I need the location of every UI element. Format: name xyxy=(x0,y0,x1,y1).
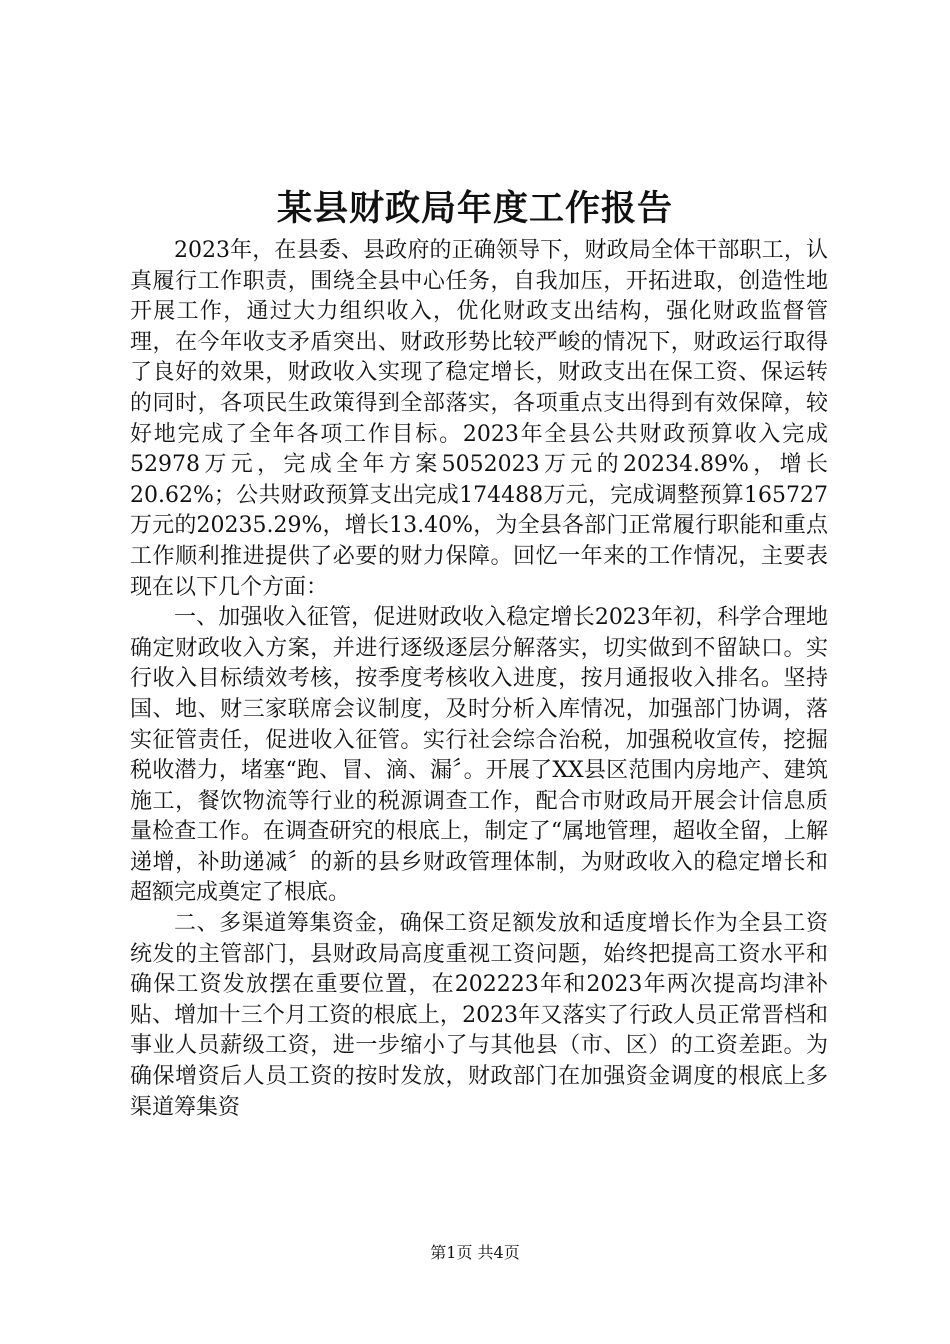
paragraph-section-2: 二、多渠道筹集资金，确保工资足额发放和适度增长作为全县工资统发的主管部门，县财政局高度重视工资问题，始终把提高工资水平和确保工资发放摆在重要位置，在202223年和2023年两次提高均津补贴、增加十三个月工资的根底上，2023年又落实了行政人员正常晋档和事业人员薪级工资，进一步缩小了与其他县（市、区）的工资差距。为确保增资后人员工资的按时发放，财政部门在加强资金调度的根底上多渠道筹集资 xyxy=(130,911,828,1120)
document-title: 某县财政局年度工作报告 xyxy=(276,188,673,229)
paragraph-intro: 2023年，在县委、县政府的正确领导下，财政局全体干部职工，认真履行工作职责，围绕全县中心任务，自我加压，开拓进取，创造性地开展工作，通过大力组织收入，优化财政支出结构，强化财政监督管理，在今年收支矛盾突出、财政形势比较严峻的情况下，财政运行取得了良好的效果，财政收入实现了稳定增长，财政支出在保工资、保运转的同时，各项民生政策得到全部落实，各项重点支出得到有效保障，较好地完成了全年各项工作目标。2023年全县公共财政预算收入完成52978万元，完成全年方案5052023万元的20234.89%，增长20.62%；公共财政预算支出完成174488万元，完成调整预算165727万元的20235.29%，增长13.40%，为全县各部门正常履行职能和重点工作顺利推进提供了必要的财力保障。回忆一年来的工作情况，主要表现在以下几个方面： xyxy=(130,238,828,600)
page-footer: 第1页 共4页 xyxy=(430,1243,520,1262)
document-body xyxy=(130,236,828,1123)
paragraph-section-1: 一、加强收入征管，促进财政收入稳定增长2023年初，科学合理地确定财政收入方案，并进行逐级逐层分解落实，切实做到不留缺口。实行收入目标绩效考核，按季度考核收入进度，按月通报收入排名。坚持国、地、财三家联席会议制度，及时分析入库情况，加强部门协调，落实征管责任，促进收入征管。实行社会综合治税，加强税收宣传，挖掘税收潜力，堵塞“跑、冒、滴、漏〞。开展了XX县区范围内房地产、建筑施工，餐饮物流等行业的税源调查工作，配合市财政局开展会计信息质量检查工作。在调查研究的根底上，制定了“属地管理，超收全留，上解递增，补助递减〞的新的县乡财政管理体制，为财政收入的稳定增长和超额完成奠定了根底。 xyxy=(130,605,828,906)
